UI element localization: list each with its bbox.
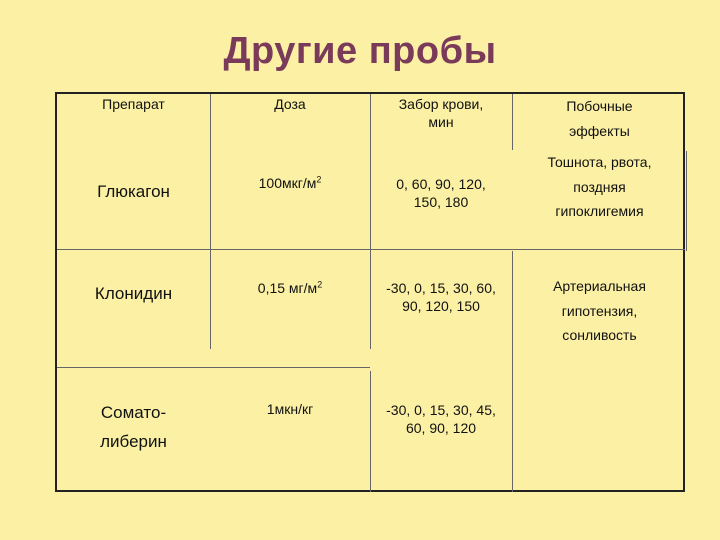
table-row-sampling	[370, 175, 512, 211]
dose-exponent: 2	[317, 279, 323, 290]
effect-line: Тошнота, рвота,	[547, 154, 652, 170]
header-sampling-line: Забор крови,	[398, 96, 484, 112]
header-drug	[57, 96, 210, 114]
table-row-sampling	[370, 279, 512, 315]
sampling-line: -30, 0, 15, 30, 45,	[386, 402, 496, 418]
drug-name: Клонидин	[94, 284, 173, 303]
effect-line: гипотензия,	[561, 302, 638, 319]
header-dose	[210, 96, 370, 114]
sampling-line: 90, 120, 150	[402, 298, 480, 315]
table-row-dose	[210, 279, 370, 297]
drug-name: Глюкагон	[97, 182, 170, 201]
drug-name-line: Сомато-	[100, 403, 167, 422]
header-sampling-line: мин	[428, 113, 454, 130]
sampling-line: 60, 90, 120	[405, 420, 477, 437]
table-row-drug	[57, 178, 210, 207]
sampling-line: 0, 60, 90, 120,	[396, 176, 486, 192]
header-dose-text: Доза	[274, 96, 306, 112]
effect-line: Артериальная	[553, 278, 646, 294]
header-sampling	[370, 96, 512, 131]
table-row-drug	[57, 280, 210, 309]
tests-table	[55, 92, 685, 492]
sampling-line: -30, 0, 15, 30, 60,	[386, 280, 496, 296]
header-side-effects-line: Побочные	[566, 98, 633, 114]
table-row-dose	[210, 400, 370, 418]
effect-line: гипоклигемия	[555, 203, 644, 219]
table-row-side-effects	[512, 274, 687, 348]
dose-value: 0,15 мг/м	[257, 280, 318, 296]
table-row-dose	[210, 174, 370, 192]
dose-value: 100мкг/м	[258, 175, 317, 191]
effect-line: поздняя	[573, 178, 626, 195]
dose-exponent: 2	[316, 174, 322, 185]
dose-value: 1мкн/кг	[266, 401, 314, 417]
slide-title: Другие пробы	[223, 30, 497, 72]
effect-line: сонливость	[562, 327, 637, 343]
header-side-effects	[512, 94, 687, 143]
row-divider	[57, 367, 370, 368]
sampling-line: 150, 180	[413, 194, 469, 211]
table-row-sampling	[370, 401, 512, 437]
drug-name-line: либерин	[100, 431, 167, 451]
row-divider	[57, 249, 685, 250]
table-row-drug	[57, 399, 210, 457]
header-drug-text: Препарат	[102, 96, 165, 112]
table-row-side-effects	[512, 150, 687, 224]
header-side-effects-line: эффекты	[569, 122, 630, 139]
column-divider	[210, 94, 211, 349]
